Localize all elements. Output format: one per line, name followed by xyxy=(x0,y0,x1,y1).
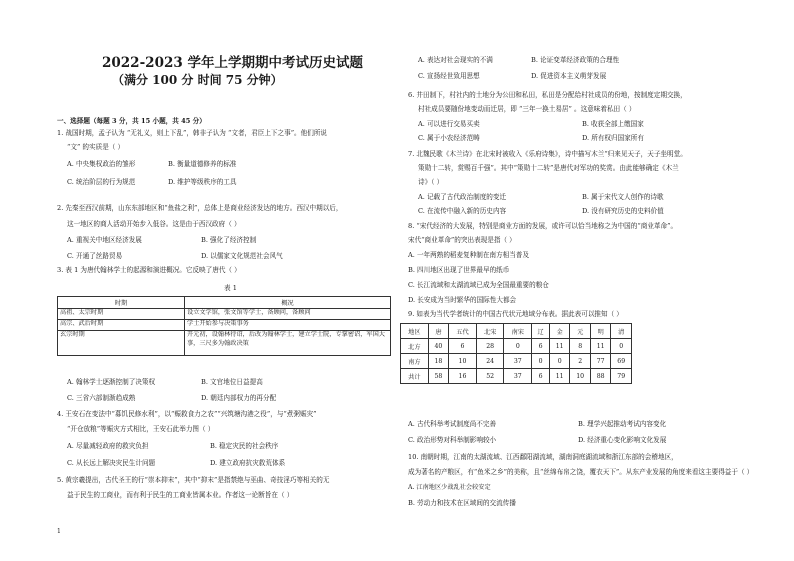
q2-option-a: A. 重视关中地区经济发展 xyxy=(67,236,142,244)
table2-cell: 6 xyxy=(532,339,550,354)
table2-cell: 10 xyxy=(449,354,477,369)
q1-option-c: C. 统治阶层的行为规范 xyxy=(67,178,136,186)
q7-option-a: A. 记载了古代政治制度的变迁 xyxy=(418,193,507,201)
table2-cell: 16 xyxy=(449,369,477,384)
q4-stem: 4. 王安石在变法中“募饥民修水利”，以“赈救食力之农”“兴筑塘沟港之役”，与“煮粥赈灾” xyxy=(57,410,317,418)
table2-cell: 40 xyxy=(428,339,449,354)
table2-cell: 8 xyxy=(570,339,591,354)
q7-stem: 诗》（ ） xyxy=(418,178,444,186)
q2-option-d: D. 以儒家文化规范社会风气 xyxy=(201,252,283,260)
q5-stem: 益于民生的工商业，而有利于民生的工商业皆属本业。作者这一论断旨在（ ） xyxy=(67,491,294,499)
q2-option-c: C. 开通了丝路贸易 xyxy=(67,252,123,260)
table2-cell: 共计 xyxy=(401,369,429,384)
q8-option-d: D. 长安成为当时繁华的国际性大都会 xyxy=(408,296,517,304)
table2-cell: 北方 xyxy=(401,339,429,354)
q6-option-c: C. 属于小农经济范畴 xyxy=(418,134,480,142)
table1-cell: 开元初，设翰林待诏，后改为翰林学士，建立学士院，专掌密诏，军国大事，三尺多为翰政决策 xyxy=(185,331,391,356)
table2-cell: 0 xyxy=(549,354,570,369)
q7-option-d: D. 没有研究历史的史料价值 xyxy=(582,207,664,215)
q3-stem: 3. 表 1 为唐代翰林学士的起源和演进概况。它反映了唐代（ ） xyxy=(57,266,241,274)
table2-cell: 28 xyxy=(476,339,504,354)
q5-option-a: A. 表达对社会现实的不满 xyxy=(418,56,493,64)
q4-option-d: D. 建立政府抗灾救荒体系 xyxy=(210,459,286,467)
q9-option-b: B. 理学兴起推动考试内容变化 xyxy=(578,420,667,428)
q9-option-a: A. 古代科举考试制度尚不完善 xyxy=(408,420,497,428)
q10-stem: 成为著名的产粮区，有“鱼米之乡”的美称，且“丝绵布帛之饶，覆衣天下”。从东产业发展的角度来看这主要得益于（ ） xyxy=(408,468,754,476)
table1-cell: 玄宗时期 xyxy=(58,331,185,356)
table2-cell: 52 xyxy=(476,369,504,384)
q2-stem: 2. 先秦至西汉前期，山东东部地区和“鱼盐之利”，总体上是商业经济发达的地方。西汉中期以后， xyxy=(57,204,343,212)
q5-option-b: B. 论证变革经济政策的合理性 xyxy=(531,56,620,64)
q10-option-a: B. 劳动力和技术在区域间的交流传播 xyxy=(408,499,516,507)
q2-stem: 这一地区的商人活动开始步入低谷。这是由于西汉政府（ ） xyxy=(67,220,241,228)
q4-option-b: B. 稳定灾民的社会秩序 xyxy=(210,442,279,450)
table2-cell: 77 xyxy=(590,354,611,369)
table2-header: 南宋 xyxy=(504,324,532,339)
table2-header: 五代 xyxy=(449,324,477,339)
q3-option-d: D. 朝廷内部权力的再分配 xyxy=(201,394,277,402)
q9-option-d: D. 经济重心变化影响文化发展 xyxy=(578,436,667,444)
q1-stem: 1. 战国时期，孟子认为 “无礼义，则上下乱”，韩非子认为 “文者，君臣上下之事”。他们所说 xyxy=(57,129,328,137)
section-heading: 一、选择题（每题 3 分，共 15 小题，共 45 分） xyxy=(57,117,206,125)
table2-cell: 79 xyxy=(611,369,632,384)
exam-subtitle: （满分 100 分 时间 75 分钟） xyxy=(112,73,283,87)
q4-stem: “开仓放粮”等赈灾方式相比，王安石此举力图（ ） xyxy=(67,425,215,433)
table2-cell: 24 xyxy=(476,354,504,369)
table1-cell: 学士开始参与决策事务 xyxy=(185,320,391,331)
q1-option-d: D. 维护等级秩序的工具 xyxy=(168,178,237,186)
q3-option-a: A. 翰林学士逐渐控制了决策权 xyxy=(67,378,156,386)
table1-header: 概况 xyxy=(185,297,391,309)
q3-option-c: C. 三省六部制渐趋成熟 xyxy=(67,394,136,402)
table2-cell: 0 xyxy=(532,354,550,369)
q10-stem: A. 江南地区少战乱社会较安定 xyxy=(408,484,491,491)
q8-option-c: C. 长江流域和太湖流域已成为全国最重要的粮仓 xyxy=(408,281,549,289)
table1-cell: 设立文学馆，张文馆等学士，备顾问，备顾问 xyxy=(185,309,391,320)
table2-cell: 88 xyxy=(590,369,611,384)
q1-stem: “文” 的实质是（ ） xyxy=(67,143,125,151)
table2-cell: 11 xyxy=(590,339,611,354)
table2-header: 清 xyxy=(611,324,632,339)
table1-cell: 高宗、武后时期 xyxy=(58,320,185,331)
table2-cell: 37 xyxy=(504,369,532,384)
table1 xyxy=(57,296,391,356)
table2-cell: 37 xyxy=(504,354,532,369)
table2-cell: 6 xyxy=(449,339,477,354)
q8-stem: 宋代“商业革命”的突出表现是指（ ） xyxy=(408,236,516,244)
q6-option-b: B. 收获全部上缴国家 xyxy=(582,120,644,128)
table2-cell: 0 xyxy=(611,339,632,354)
q8-stem: 8. “宋代经济的大发展，特别是商业方面的发展，或许可以恰当地称之为中国的“商业革命”。 xyxy=(408,222,678,230)
q6-stem: 6. 井田制下，村社内的土地分为公田和私田，私田是分配给村社成员的份地，按制度定期交换， xyxy=(408,91,687,99)
q5-option-c: C. 宣扬经世致用思想 xyxy=(418,72,480,80)
table2-cell: 58 xyxy=(428,369,449,384)
q8-option-a: A. 一年两熟的稻麦复种制在南方相当普及 xyxy=(408,251,530,259)
q7-option-c: C. 在流传中融入新的历史内容 xyxy=(418,207,507,215)
table2-header: 地区 xyxy=(401,324,429,339)
q8-option-b: B. 四川地区出现了世界最早的纸币 xyxy=(408,266,510,274)
table2-header: 金 xyxy=(549,324,570,339)
q2-option-b: B. 强化了经济控制 xyxy=(201,236,257,244)
q6-option-d: D. 所有权归国家所有 xyxy=(582,134,644,142)
table1-cell: 高祖、太宗时期 xyxy=(58,309,185,320)
table2-header: 唐 xyxy=(428,324,449,339)
table2-cell: 18 xyxy=(428,354,449,369)
table2-header: 元 xyxy=(570,324,591,339)
table2-cell: 6 xyxy=(532,369,550,384)
table2-cell: 0 xyxy=(504,339,532,354)
table2-cell: 南方 xyxy=(401,354,429,369)
q7-stem: 7. 北魏民歌《木兰诗》在北宋时被收入《乐府诗集》，诗中描写木兰“归来见天子，天子坐明堂。 xyxy=(408,150,687,158)
q1-option-a: A. 中央集权政治的雏形 xyxy=(67,160,136,168)
q10-stem: 10. 南朝时期，江南的太湖流域、江西鄱阳湖流域，湖南洞庭湖流域和浙江东部的会稽地区， xyxy=(408,453,678,461)
table2-cell: 69 xyxy=(611,354,632,369)
q4-option-a: A. 尽量减轻政府的救灾负担 xyxy=(67,442,149,450)
q3-option-b: B. 文官地位日益提高 xyxy=(201,378,263,386)
q5-option-d: D. 促进资本主义萌芽发展 xyxy=(531,72,607,80)
table2-cell: 11 xyxy=(549,339,570,354)
page-number: 1 xyxy=(57,528,61,535)
q1-option-b: B. 衡量道德修养的标准 xyxy=(168,160,237,168)
table2-cell: 11 xyxy=(549,369,570,384)
q6-option-a: A. 可以进行交易买卖 xyxy=(418,120,480,128)
q7-option-b: B. 属于宋代文人创作的诗歌 xyxy=(582,193,664,201)
table2-cell: 10 xyxy=(570,369,591,384)
q5-stem: 5. 黄宗羲提出，古代圣王的行“崇本抑末”，其中“抑末”是指禁绝与巫曲、奇技淫巧等相关的无 xyxy=(57,476,330,484)
table2-header: 明 xyxy=(590,324,611,339)
q7-stem: 策勋十二转，赏赐百千强”。其中“策勋十二转”是唐代对军功的奖赏。由此能够确定《木兰 xyxy=(418,164,679,172)
exam-title: 2022-2023 学年上学期期中考试历史试题 xyxy=(102,55,363,71)
table2-cell: 2 xyxy=(570,354,591,369)
table1-header: 时期 xyxy=(58,297,185,309)
table2-header: 辽 xyxy=(532,324,550,339)
q9-stem: 9. 如表为当代学者统计的中国古代状元地域分布表。据此表可以推知（ ） xyxy=(408,310,623,318)
table1-caption: 表 1 xyxy=(224,284,237,292)
table2-header: 北宋 xyxy=(476,324,504,339)
q4-option-c: C. 从长远上解决灾民生计问题 xyxy=(67,459,156,467)
table2 xyxy=(400,323,632,384)
q6-stem: 村社成员要随份地变动而迁居，即 “三年一换土易居” 。这意味着私田（ ） xyxy=(418,105,636,113)
q9-option-c: C. 政治形势对科举制影响较小 xyxy=(408,436,497,444)
